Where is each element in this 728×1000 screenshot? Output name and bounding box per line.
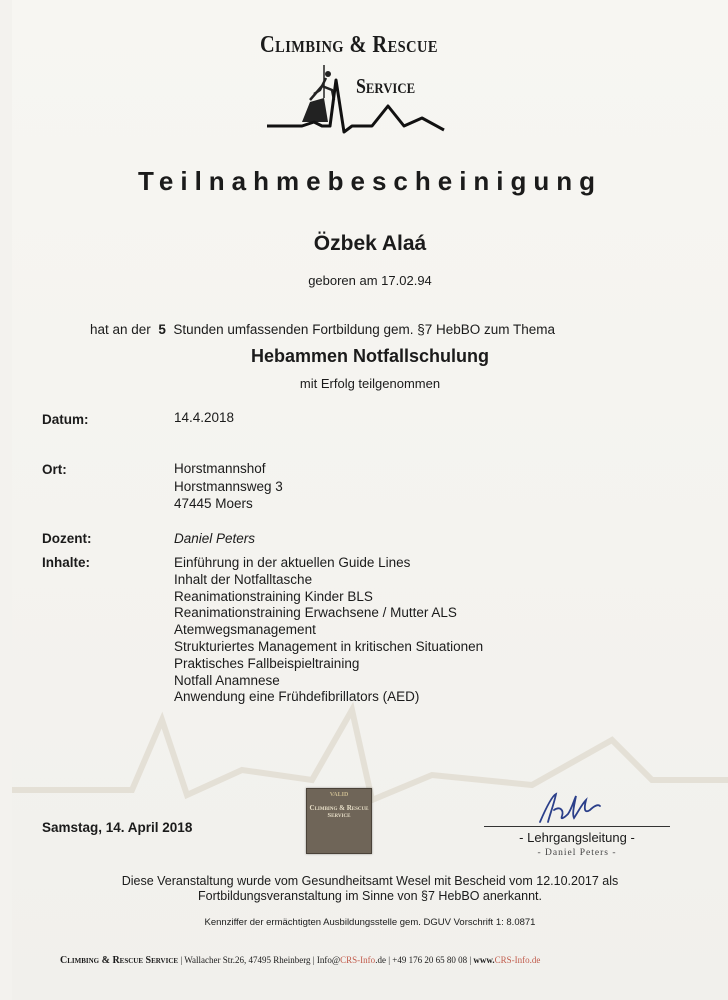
contents-label: Inhalte: xyxy=(42,555,91,570)
footer-email xyxy=(317,955,386,965)
web-domain: CRS-Info xyxy=(494,955,530,965)
signature-line xyxy=(484,826,670,827)
footer-separator: | xyxy=(469,955,472,965)
email-domain: CRS-Info xyxy=(340,955,376,965)
list-item: Praktisches Fallbeispieltraining xyxy=(174,655,360,671)
course-intro xyxy=(90,322,555,337)
approval-line: Fortbildungsveranstaltung im Sinne von §7 HebBO anerkannt. xyxy=(198,889,542,903)
certificate-page xyxy=(12,0,728,1000)
seal-top-text: VALID xyxy=(329,792,349,798)
contents-list xyxy=(174,555,483,706)
participant-birthdate: geboren am 17.02.94 xyxy=(308,273,432,288)
footer-separator: | xyxy=(388,955,390,965)
certification-seal xyxy=(306,788,372,854)
registration-number: Kennziffer der ermächtigten Ausbildungsstelle gem. DGUV Vorschrift 1: 8.0871 xyxy=(204,917,536,928)
date-label: Datum: xyxy=(42,412,89,427)
approval-statement xyxy=(12,874,728,904)
logo-title-line1: Climbing & Rescue xyxy=(260,32,438,58)
handwritten-signature xyxy=(534,788,604,828)
course-result: mit Erfolg teilgenommen xyxy=(299,376,441,391)
list-item: Einführung in der aktuellen Guide Lines xyxy=(174,555,411,570)
intro-prefix: hat an der xyxy=(90,322,151,337)
list-item: Strukturiertes Management in kritischen Situationen xyxy=(174,638,484,654)
participant-name: Özbek Alaá xyxy=(313,232,427,255)
email-prefix: Info@ xyxy=(316,955,341,965)
email-tld: .de xyxy=(375,955,386,965)
certificate-heading: Teilnahmebescheinigung xyxy=(137,166,603,196)
list-item: Notfall Anamnese xyxy=(174,672,280,688)
signatory-name: - Daniel Peters - xyxy=(537,848,617,858)
course-title: Hebammen Notfallschulung xyxy=(250,346,490,366)
list-item: Reanimationstraining Erwachsene / Mutter ALS xyxy=(174,605,457,621)
place-address xyxy=(174,460,283,513)
seal-line2: Service xyxy=(327,812,351,819)
place-line: 47445 Moers xyxy=(174,496,253,511)
place-label: Ort: xyxy=(42,462,67,477)
intro-suffix: Stunden umfassenden Fortbildung gem. §7 HebBO zum Thema xyxy=(173,322,556,337)
footer-phone: +49 176 20 65 80 08 xyxy=(392,955,468,965)
issue-date: Samstag, 14. April 2018 xyxy=(42,820,193,835)
footer-address: Wallacher Str.26, 47495 Rheinberg xyxy=(184,955,311,965)
date-value: 14.4.2018 xyxy=(174,410,235,425)
list-item: Reanimationstraining Kinder BLS xyxy=(174,588,373,604)
list-item: Anwendung eine Frühdefibrillators (AED) xyxy=(174,689,420,705)
seal-line1: Climbing & Rescue xyxy=(309,804,369,812)
approval-line: Diese Veranstaltung wurde vom Gesundheitsamt Wesel mit Bescheid vom 12.10.2017 als xyxy=(121,874,619,888)
list-item: Atemwegsmanagement xyxy=(174,622,316,638)
web-tld: .de xyxy=(529,955,541,965)
place-line: Horstmannsweg 3 xyxy=(174,478,283,494)
web-prefix: www. xyxy=(473,955,495,965)
footer-brand: Climbing & Rescue Service xyxy=(60,955,179,966)
signatory-role: - Lehrgangsleitung - xyxy=(519,830,635,845)
logo-climber-heartbeat-graphic xyxy=(262,60,452,135)
footer-website xyxy=(473,955,540,965)
footer-contact xyxy=(60,955,540,966)
course-hours: 5 xyxy=(158,322,166,337)
footer-separator: | xyxy=(180,955,183,965)
list-item: Inhalt der Notfalltasche xyxy=(174,571,313,587)
lecturer-label: Dozent: xyxy=(42,531,92,546)
logo-title-line2: Service xyxy=(356,74,416,98)
lecturer-value: Daniel Peters xyxy=(174,531,256,546)
place-line: Horstmannshof xyxy=(174,461,266,476)
footer-separator: | xyxy=(312,955,315,965)
